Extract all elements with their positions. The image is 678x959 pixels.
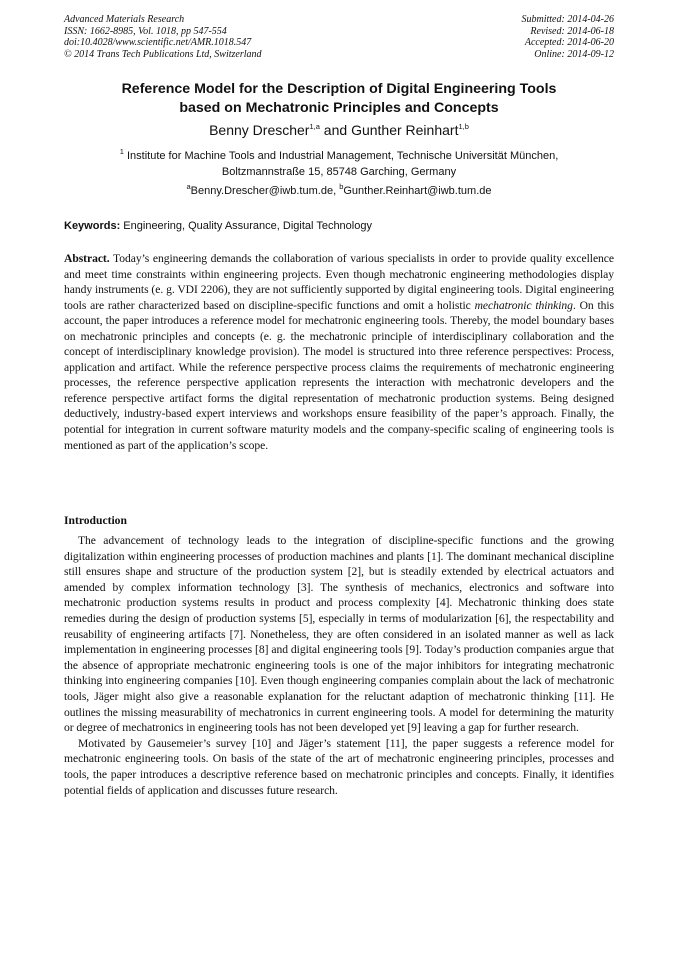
author-conjunction: and — [319, 122, 352, 138]
doi-line[interactable]: doi:10.4028/www.scientific.net/AMR.1018.547 — [64, 37, 252, 49]
introduction-heading: Introduction — [64, 514, 127, 527]
author-2-superscript: 1,b — [458, 121, 469, 131]
submitted-date: Submitted: 2014-04-26 — [521, 14, 614, 25]
introduction-paragraph-2: Motivated by Gausemeier’s survey [10] and Jäger’s statement [11], the paper suggests a reference model for mechatronic engineering tools. On basis of the state of the art of mechatronic engineering principles, processes and tools, the paper introduces a descriptive reference based on mechatronic principles and concepts. Finally, it identifies potential fields of application and discusses future research. — [64, 736, 614, 797]
keywords-text: Engineering, Quality Assurance, Digital Technology — [120, 220, 372, 232]
abstract-text-1: Today’s engineering demands the collaboration of various specialists in order to provide quality excellence and meet time constraints within engineering projects. Even though mechatronic engineering methodologies display handy instruments (e. g. VDI 2206), they are not sufficiently supported by digital engineering tools. Digital engineering tools are rather characterized based on discipline-specific functions and omit a holistic — [64, 252, 614, 312]
affiliation-institute: Institute for Machine Tools and Industrial Management, Technische Universität München, — [123, 150, 559, 162]
online-date: Online: 2014-09-12 — [534, 48, 614, 60]
copyright-line: © 2014 Trans Tech Publications Ltd, Switzerland — [64, 48, 262, 60]
title-line-2: based on Mechatronic Principles and Concepts — [179, 99, 499, 116]
journal-name: Advanced Materials Research — [64, 14, 185, 25]
journal-info — [64, 14, 262, 60]
author-emails — [64, 181, 614, 199]
keywords-line — [64, 219, 614, 234]
abstract-text-2: . On this account, the paper introduces a reference model for mechatronic engineering tools. Thereby, the model boundary bases on mechatronic principles and concepts (e. g. the mechatronic principle of interdisciplinary collaboration and the concept of interdisciplinary knowledge provision). The model is structured into three reference perspectives: Process, application and artifact. While the reference perspective process claims the requirements of mechatronic engineering processes, the reference perspective application represents the interaction with mechatronic developers and the reference perspective artifact forms the digital representation of mechatronic production systems. Being designed deductively, industry-based expert interviews and workshops ensure feasibility of the paper’s approach. Finally, the potential for integration in current software maturity models and the company-specific scaling of engineering tools is mentioned as part of the application’s scope. — [64, 298, 614, 452]
email-b-superscript: b — [339, 181, 344, 191]
affiliation-line-2: Boltzmannstraße 15, 85748 Garching, Germany — [221, 165, 457, 178]
keywords-label: Keywords: — [64, 220, 121, 232]
affiliation-line-1 — [64, 146, 614, 165]
abstract-emphasis: mechatronic thinking — [474, 298, 573, 312]
revised-date: Revised: 2014-06-18 — [530, 25, 614, 37]
abstract-paragraph — [64, 251, 614, 453]
affiliation-superscript: 1 — [119, 146, 124, 156]
paper-title — [64, 80, 614, 117]
author-name-2: Gunther Reinhart — [351, 122, 459, 138]
author-list — [64, 121, 614, 139]
author-name-1: Benny Drescher — [209, 122, 310, 138]
introduction-body — [64, 533, 614, 798]
accepted-date: Accepted: 2014-06-20 — [524, 37, 614, 49]
abstract-label: Abstract. — [64, 252, 110, 265]
submission-dates — [522, 14, 615, 60]
title-line-1: Reference Model for the Description of Digital Engineering Tools — [121, 81, 557, 97]
email-b[interactable]: Gunther.Reinhart@iwb.tum.de — [343, 185, 492, 197]
email-a-superscript: a — [186, 181, 191, 191]
author-1-superscript: 1,a — [309, 121, 320, 131]
issn-line: ISSN: 1662-8985, Vol. 1018, pp 547-554 — [64, 25, 227, 37]
email-a[interactable]: Benny.Drescher@iwb.tum.de, — [190, 185, 340, 197]
introduction-paragraph-1: The advancement of technology leads to the integration of discipline-specific functions and the growing digitalization within engineering processes of production machines and plants [1]. The dominant mechanical discipline still ensures shape and structure of the production system [2], but is steadily extended by electrical actuators and amended by complex information technology [3]. The synthesis of mechanics, electronics and software into mechatronic production systems results in product and process complexity [4]. Mechatronic thinking does state remedies during the design of production systems [5], especially in terms of modularization [6], the respectability and reusability of engineering artifacts [7]. Nonetheless, they are often considered in an isolated manner as well as lack implementation in engineering processes [8] and digital engineering tools [9]. Today’s production companies argue that the absence of appropriate mechatronic engineering tools is one of the major inhibitors for integrating mechatronic thinking into engineering companies [10]. Even though engineering companies complain about the lack of mechatronic tools, Jäger might also give a reasonable explanation for the reluctant adaption of mechatronic thinking [11]. He outlines the missing measurability of mechatronics in current engineering tools. A model for determining the maturity or degree of mechatronics in engineering tools has not been developed yet [9] leaving a gap for further research. — [64, 534, 614, 735]
affiliation — [64, 146, 614, 180]
